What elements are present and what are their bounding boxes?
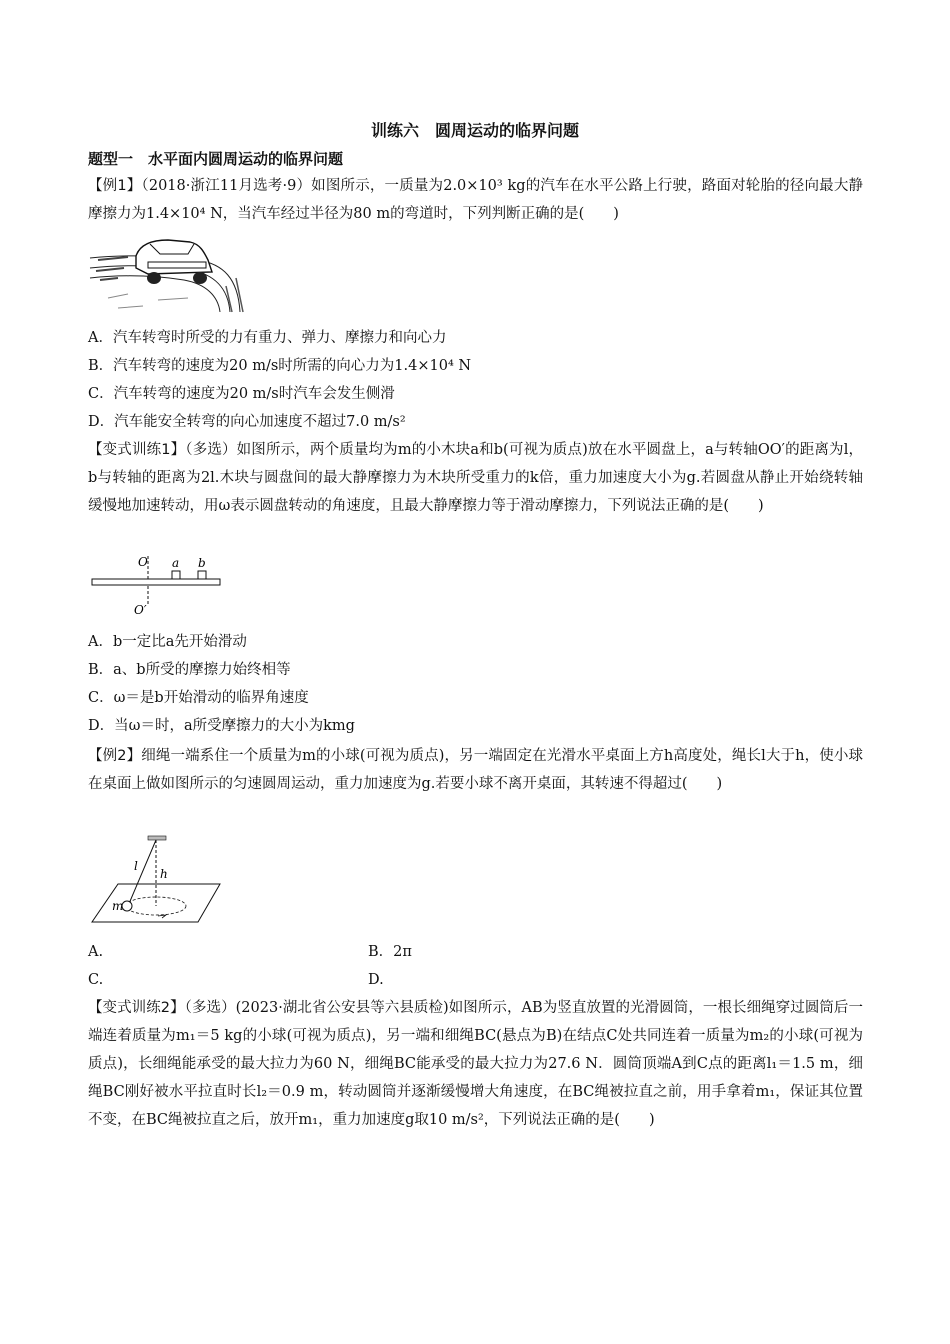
example-2-text: 细绳一端系住一个质量为m的小球(可视为质点)，另一端固定在光滑水平桌面上方h高度处，绳长l大于h，使小球在桌面上做如图所示的匀速圆周运动，重力加速度为g.若要小球不离开桌面，其转速不得超过( ) — [88, 748, 863, 792]
section-heading: 题型一 水平面内圆周运动的临界问题 — [88, 150, 344, 168]
variant-1-text: （多选）如图所示，两个质量均为m的小木块a和b(可视为质点)放在水平圆盘上，a与转轴OO′的距离为l，b与转轴的距离为2l.木块与圆盘间的最大静摩擦力为木块所受重力的k倍，重力加速度大小为g.若圆盘从静止开始绕转轴缓慢地加速转动，用ω表示圆盘转动的角速度，且最大静摩擦力等于滑动摩擦力，下列说法正确的是( ) — [88, 442, 863, 514]
conical-pendulum-figure — [88, 834, 228, 926]
height-label: h — [160, 867, 168, 881]
axis-label-o-prime: O′ — [134, 603, 147, 617]
car-on-curve-figure — [88, 238, 248, 316]
example-1-text: （2018·浙江11月选考·9）如图所示，一质量为2.0×10³ kg的汽车在水平公路上行驶，路面对轮胎的径向最大静摩擦力为1.4×10⁴ N，当汽车经过半径为80 m的弯道时，下列判断正确的是( ) — [88, 178, 863, 222]
variant-1-question — [88, 436, 863, 520]
example-2-question — [88, 742, 863, 798]
variant-1-tag: 【变式训练1】 — [88, 442, 186, 458]
variant-2-tag: 【变式训练2】 — [88, 1000, 185, 1016]
example-1-question — [88, 172, 863, 228]
example-2-option-d: D. — [368, 972, 384, 988]
page-title: 训练六 圆周运动的临界问题 — [370, 121, 579, 140]
variant-2-text: （多选）(2023·湖北省公安县等六县质检)如图所示，AB为竖直放置的光滑圆筒，一根长细绳穿过圆筒后一端连着质量为m₁＝5 kg的小球(可视为质点)，另一端和细绳BC(悬点为B)在结点C处共同连着一质量为m₂的小球(可视为质点)，长细绳能承受的最大拉力为60 N，细绳BC能承受的最大拉力为27.6 N．圆筒顶端A到C点的距离l₁＝1.5 m，细绳BC刚好被水平拉直时长l₂＝0.9 m，转动圆筒并逐渐缓慢增大角速度，在BC绳被拉直之前，用手拿着m₁，保证其位置不变，在BC绳被拉直之后，放开m₁，重力加速度g取10 m/s²，下列说法正确的是( ) — [88, 1000, 863, 1128]
variant-1-option-a: A．b一定比a先开始滑动 — [88, 634, 247, 650]
block-label-b: b — [198, 556, 206, 570]
variant-1-option-c: C．ω＝是b开始滑动的临界角速度 — [88, 690, 309, 706]
example-1-option-d: D．汽车能安全转弯的向心加速度不超过7.0 m/s² — [88, 414, 406, 430]
variant-1-option-d: D．当ω＝时，a所受摩擦力的大小为kmg — [88, 718, 355, 734]
example-2-tag: 【例2】 — [88, 748, 142, 764]
block-label-a: a — [172, 556, 180, 570]
example-1-tag: 【例1】 — [88, 178, 142, 194]
example-2-option-c: C. — [88, 972, 104, 988]
rotating-disk-figure — [88, 554, 228, 620]
string-length-label: l — [134, 859, 138, 873]
variant-2-question — [88, 994, 863, 1134]
example-1-option-b: B．汽车转弯的速度为20 m/s时所需的向心力为1.4×10⁴ N — [88, 358, 472, 374]
example-2-option-b: B．2π — [368, 944, 412, 960]
axis-label-o: O — [138, 555, 148, 569]
ball-mass-label: m — [112, 899, 124, 913]
example-1-option-c: C．汽车转弯的速度为20 m/s时汽车会发生侧滑 — [88, 386, 395, 402]
example-1-option-a: A．汽车转弯时所受的力有重力、弹力、摩擦力和向心力 — [88, 330, 447, 346]
example-2-option-a: A. — [88, 944, 104, 960]
variant-1-option-b: B．a、b所受的摩擦力始终相等 — [88, 662, 291, 678]
